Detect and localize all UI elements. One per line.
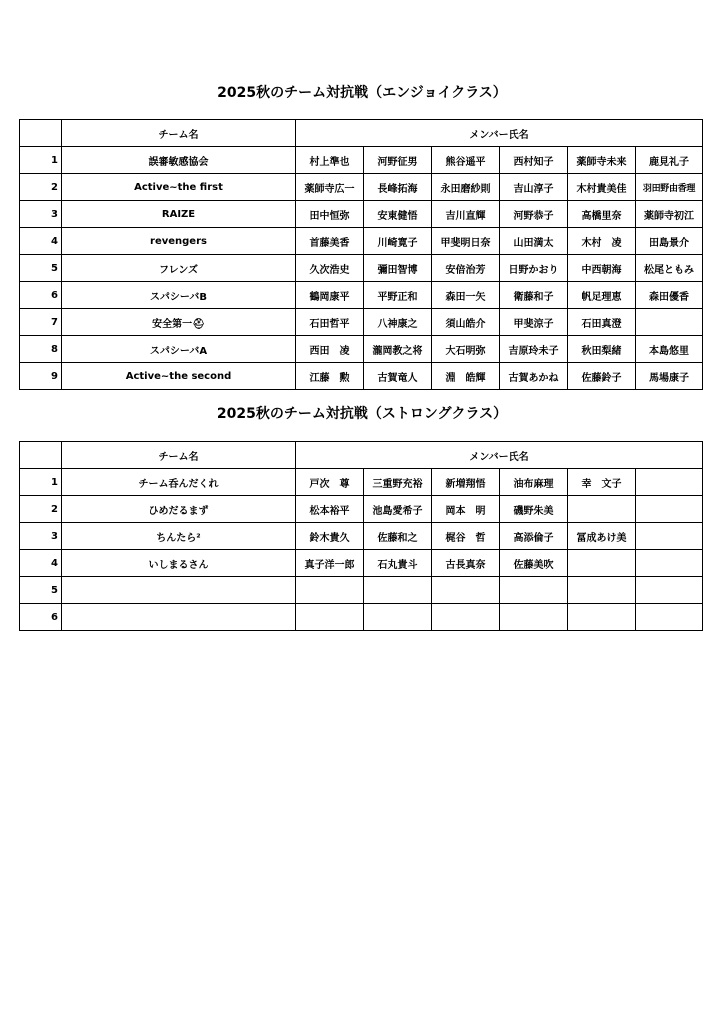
member-name-cell [296,604,364,631]
table-row [20,255,703,282]
member-name-cell: 梶谷 哲 [432,523,500,550]
member-name-cell: 馬場康子 [636,363,703,390]
member-name-cell [364,577,432,604]
row-number: 5 [20,577,62,604]
member-name-cell: 河野征男 [364,147,432,174]
table-header-row [20,120,703,147]
member-name-cell: 木村貴美佳 [568,174,636,201]
team-name-cell: RAIZE [62,201,296,228]
member-name-cell: 平野正和 [364,282,432,309]
member-name-cell: 田中恒弥 [296,201,364,228]
member-name-cell: 鹿見礼子 [636,147,703,174]
member-name-cell: 熊谷遥平 [432,147,500,174]
member-name-cell: 鶴岡康平 [296,282,364,309]
member-name-cell: 鈴木貴久 [296,523,364,550]
member-name-cell: 山田満太 [500,228,568,255]
member-name-cell: 高橋里奈 [568,201,636,228]
team-name-cell: ちんたら² [62,523,296,550]
enjoy-roster-table [19,119,703,390]
member-name-cell: 佐藤鈴子 [568,363,636,390]
team-name-cell: 安全第一⛑ [62,309,296,336]
table-row [20,550,703,577]
table-row [20,496,703,523]
table-row [20,309,703,336]
member-name-cell: 新増翔悟 [432,469,500,496]
member-name-cell [568,496,636,523]
member-name-cell: 八神康之 [364,309,432,336]
table-row [20,523,703,550]
member-name-cell [636,469,703,496]
member-name-cell [432,577,500,604]
header-number-cell [20,120,62,147]
table-row [20,228,703,255]
team-name-cell: revengers [62,228,296,255]
member-name-cell: 安東健悟 [364,201,432,228]
table-row [20,577,703,604]
row-number: 3 [20,523,62,550]
member-name-cell: 森田優香 [636,282,703,309]
member-name-cell: 甲斐明日奈 [432,228,500,255]
member-name-cell: 西村知子 [500,147,568,174]
member-name-cell: 江藤 勲 [296,363,364,390]
team-name-cell: 誤審敏感協会 [62,147,296,174]
team-name-cell: チーム呑んだくれ [62,469,296,496]
member-name-cell: 冨成あけ美 [568,523,636,550]
header-member-names: メンバー氏名 [296,442,703,469]
member-name-cell: 池島愛希子 [364,496,432,523]
member-name-cell: 石田哲平 [296,309,364,336]
table-row [20,469,703,496]
member-name-cell: 森田一矢 [432,282,500,309]
row-number: 8 [20,336,62,363]
row-number: 1 [20,469,62,496]
row-number: 4 [20,228,62,255]
member-name-cell: 古長真奈 [432,550,500,577]
row-number: 5 [20,255,62,282]
member-name-cell: 吉原玲未子 [500,336,568,363]
member-name-cell: 羽田野由香理 [636,174,703,201]
member-name-cell: 石田真澄 [568,309,636,336]
member-name-cell: 本島悠里 [636,336,703,363]
member-name-cell: 秋田梨緒 [568,336,636,363]
row-number: 7 [20,309,62,336]
member-name-cell: 吉川直輝 [432,201,500,228]
member-name-cell [636,309,703,336]
table-row [20,147,703,174]
member-name-cell: 戸次 尊 [296,469,364,496]
table-row [20,201,703,228]
table-header-row [20,442,703,469]
table-row [20,363,703,390]
member-name-cell [364,604,432,631]
member-name-cell: 首藤美香 [296,228,364,255]
strong-class-title: 2025秋のチーム対抗戦（ストロングクラス） [216,406,508,422]
member-name-cell [636,496,703,523]
member-name-cell: 薬師寺未来 [568,147,636,174]
enjoy-class-title: 2025秋のチーム対抗戦（エンジョイクラス） [217,85,507,101]
member-name-cell: 佐藤和之 [364,523,432,550]
member-name-cell [636,577,703,604]
member-name-cell [636,523,703,550]
member-name-cell [296,577,364,604]
member-name-cell: 吉山淳子 [500,174,568,201]
member-name-cell: 中西朝海 [568,255,636,282]
member-name-cell: 大石明弥 [432,336,500,363]
row-number: 4 [20,550,62,577]
strong-roster-table [19,441,703,631]
member-name-cell: 松本裕平 [296,496,364,523]
header-number-cell [20,442,62,469]
member-name-cell: 淵 皓輝 [432,363,500,390]
member-name-cell: 永田磨紗則 [432,174,500,201]
member-name-cell [500,577,568,604]
member-name-cell: 河野恭子 [500,201,568,228]
table-row [20,282,703,309]
member-name-cell: 幸 文子 [568,469,636,496]
member-name-cell: 木村 凌 [568,228,636,255]
member-name-cell: 安倍治芳 [432,255,500,282]
row-number: 9 [20,363,62,390]
member-name-cell: 磯野朱美 [500,496,568,523]
member-name-cell: 真子洋一郎 [296,550,364,577]
table-row [20,604,703,631]
member-name-cell: 衛藤和子 [500,282,568,309]
team-name-cell: フレンズ [62,255,296,282]
row-number: 1 [20,147,62,174]
row-number: 2 [20,496,62,523]
member-name-cell [568,577,636,604]
member-name-cell: 薬師寺初江 [636,201,703,228]
member-name-cell [432,604,500,631]
team-name-cell: Active~the first [62,174,296,201]
row-number: 6 [20,604,62,631]
member-name-cell: 高添倫子 [500,523,568,550]
team-name-cell: ひめだるまず [62,496,296,523]
member-name-cell: 久次浩史 [296,255,364,282]
member-name-cell: 村上準也 [296,147,364,174]
team-name-cell: スパシーバA [62,336,296,363]
member-name-cell [568,550,636,577]
member-name-cell: 古賀竜人 [364,363,432,390]
member-name-cell [500,604,568,631]
header-member-names: メンバー氏名 [296,120,703,147]
team-name-cell: いしまるさん [62,550,296,577]
member-name-cell [636,550,703,577]
member-name-cell: 甲斐涼子 [500,309,568,336]
row-number: 2 [20,174,62,201]
member-name-cell: 帆足理恵 [568,282,636,309]
table-row [20,174,703,201]
row-number: 3 [20,201,62,228]
member-name-cell [568,604,636,631]
member-name-cell [636,604,703,631]
member-name-cell: 古賀あかね [500,363,568,390]
member-name-cell: 長峰拓海 [364,174,432,201]
table-row [20,336,703,363]
team-name-cell: Active~the second [62,363,296,390]
member-name-cell: 三重野充裕 [364,469,432,496]
team-name-cell: スパシーバB [62,282,296,309]
member-name-cell: 須山皓介 [432,309,500,336]
header-team-name: チーム名 [62,120,296,147]
member-name-cell: 田島景介 [636,228,703,255]
member-name-cell: 薬師寺広一 [296,174,364,201]
row-number: 6 [20,282,62,309]
member-name-cell: 彌田智博 [364,255,432,282]
team-name-cell [62,577,296,604]
member-name-cell: 油布麻理 [500,469,568,496]
team-name-cell [62,604,296,631]
member-name-cell: 西田 凌 [296,336,364,363]
member-name-cell: 佐藤美吹 [500,550,568,577]
member-name-cell: 川崎寛子 [364,228,432,255]
member-name-cell: 松尾ともみ [636,255,703,282]
member-name-cell: 石丸貴斗 [364,550,432,577]
member-name-cell: 瀧岡教之将 [364,336,432,363]
member-name-cell: 日野かおり [500,255,568,282]
member-name-cell: 岡本 明 [432,496,500,523]
header-team-name: チーム名 [62,442,296,469]
